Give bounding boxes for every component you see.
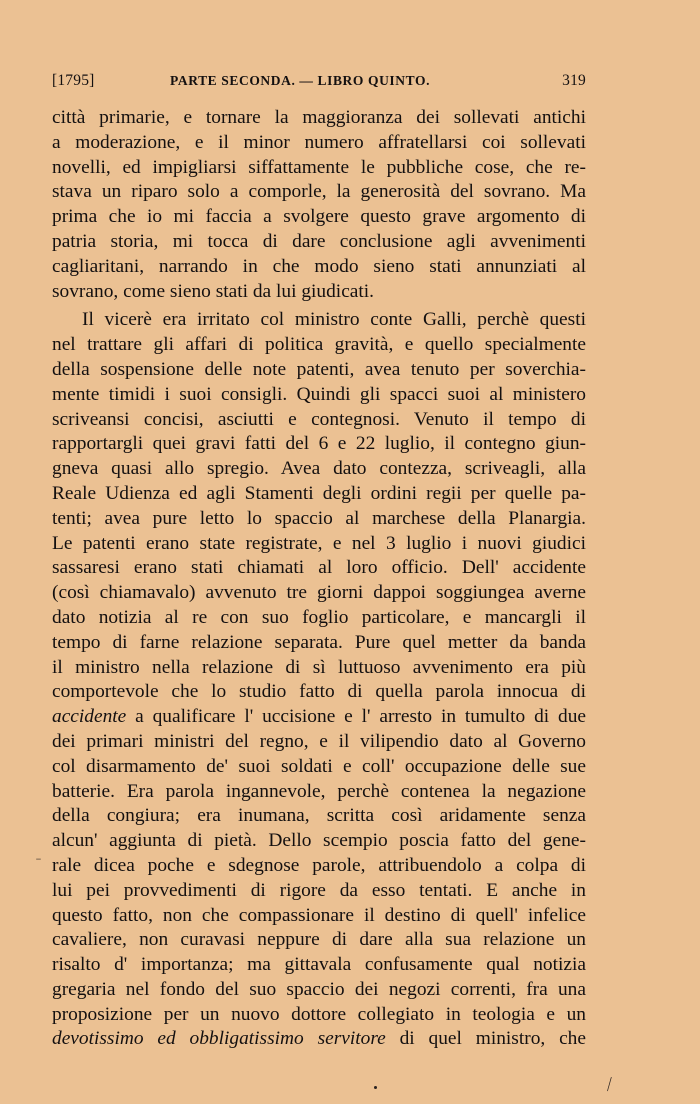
text-line: comportevole che lo studio fatto di quella parola innocua di xyxy=(52,681,586,703)
text-line: gneva quasi allo spregio. Avea dato contezza, scriveagli, alla xyxy=(52,458,586,480)
text-line: della congiura; era inumana, scritta così aridamente senza xyxy=(52,805,586,827)
text-line: rapportargli quei gravi fatti del 6 e 22 luglio, il contegno giun- xyxy=(52,433,586,455)
text-line: prima che io mi faccia a svolgere questo grave argomento di xyxy=(52,206,586,228)
line-text: di quel ministro, che xyxy=(385,1028,586,1050)
text-line: novelli, ed impigliarsi siffattamente le pubbliche cose, che re- xyxy=(52,156,586,178)
text-line: nel trattare gli affari di politica gravità, e quello specialmente xyxy=(52,334,586,356)
text-line: alcun' aggiunta di pietà. Dello scempio poscia fatto del gene- xyxy=(52,830,586,852)
text-line: sassaresi erano stati chiamati al loro officio. Dell' accidente xyxy=(52,557,586,579)
margin-mark: ˉ xyxy=(36,856,41,872)
text-line: dato notizia al re con suo foglio particolare, e mancargli il xyxy=(52,606,586,628)
text-line: dei primari ministri del regno, e il vilipendio dato al Governo xyxy=(52,730,586,752)
text-line: tenti; avea pure letto lo spaccio al marchese della Planargia. xyxy=(52,507,586,529)
text-line: questo fatto, non che compassionare il destino di quell' infelice xyxy=(52,904,586,926)
text-line: gregaria nel fondo del suo spaccio dei negozi correnti, fra una xyxy=(52,978,586,1000)
italic-phrase: accidente xyxy=(52,706,127,728)
paragraph-2 xyxy=(52,308,586,1052)
text-line: il ministro nella relazione di sì luttuoso avvenimento era più xyxy=(52,656,586,678)
running-head-title: PARTE SECONDA. — LIBRO QUINTO. xyxy=(170,73,431,88)
ink-dot xyxy=(374,1086,377,1089)
text-line: Il vicerè era irritato col ministro conte Galli, perchè questi xyxy=(82,309,586,331)
text-line: col disarmamento de' suoi soldati e coll' occupazione delle sue xyxy=(52,755,586,777)
text-line: cavaliere, non curavasi neppure di dare alla sua relazione un xyxy=(52,929,586,951)
text-line: batterie. Era parola ingannevole, perchè contenea la negazione xyxy=(52,780,586,802)
text-line: proposizione per un nuovo dottore collegiato in teologia e un xyxy=(52,1003,586,1025)
text-line: tempo di farne relazione separata. Pure quel metter da banda xyxy=(52,631,586,653)
text-line: rale dicea poche e sdegnose parole, attribuendolo a colpa di xyxy=(52,854,586,876)
paragraph-1 xyxy=(52,106,586,304)
text-line: della sospensione delle note patenti, avea tenuto per soverchia- xyxy=(52,358,586,380)
text-line: risalto d' importanza; ma gittavala confusamente qual notizia xyxy=(52,954,586,976)
text-line: sovrano, come sieno stati da lui giudicati. xyxy=(52,280,375,302)
text-line: stava un riparo solo a comporle, la generosità del sovrano. Ma xyxy=(52,181,586,203)
running-head-year: [1795] xyxy=(52,72,95,89)
text-line: Reale Udienza ed agli Stamenti degli ordini regii per quelle pa- xyxy=(52,482,586,504)
line-text: a qualificare l' uccisione e l' arresto in tumulto di due xyxy=(126,706,586,728)
body-text xyxy=(52,106,586,1052)
ink-mark: ⁄ xyxy=(604,1074,615,1094)
text-line: cagliaritani, narrando in che modo sieno stati annunziati al xyxy=(52,255,586,277)
text-line: scriveansi concisi, asciutti e contegnosi. Venuto il tempo di xyxy=(52,408,586,430)
text-line xyxy=(52,1027,586,1052)
book-page xyxy=(52,72,586,1052)
italic-phrase: devotissimo ed obbligatissimo servitore xyxy=(52,1028,386,1050)
text-line xyxy=(52,705,586,730)
text-line: lui pei provvedimenti di rigore da esso tentati. E anche in xyxy=(52,879,586,901)
text-line: (così chiamavalo) avvenuto tre giorni dappoi soggiungea averne xyxy=(52,582,586,604)
text-line: a moderazione, e il minor numero affratellarsi coi sollevati xyxy=(52,131,586,153)
text-line: mente timidi i suoi consigli. Quindi gli spacci suoi al ministero xyxy=(52,383,586,405)
text-line: città primarie, e tornare la maggioranza dei sollevati antichi xyxy=(52,107,586,128)
text-line: Le patenti erano state registrate, e nel 3 luglio i nuovi giudici xyxy=(52,532,586,554)
text-line: patria storia, mi tocca di dare conclusione agli avvenimenti xyxy=(52,230,586,252)
page-number: 319 xyxy=(562,72,586,89)
running-head xyxy=(52,72,586,96)
